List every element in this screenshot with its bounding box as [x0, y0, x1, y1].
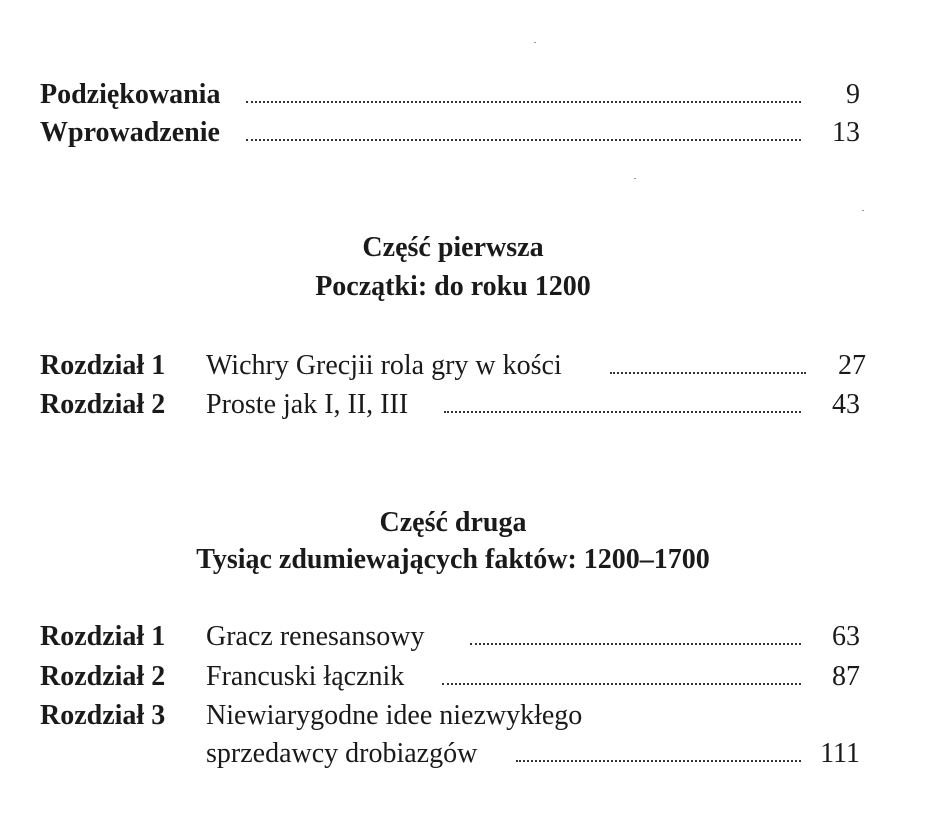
page-number: 13: [832, 117, 860, 148]
scan-speck: [534, 42, 536, 43]
chapter-label: Rozdział 1: [40, 350, 166, 381]
entry-title: Proste jak I, II, III: [206, 389, 409, 420]
page-number: 43: [832, 389, 860, 420]
page-number: 63: [832, 621, 860, 652]
part-two-label: Część druga: [379, 507, 527, 538]
toc-entry-acknowledgements: [0, 77, 932, 113]
chapter-label: Rozdział 2: [40, 389, 166, 420]
dot-leader: [442, 683, 801, 685]
page-number: 87: [832, 661, 860, 692]
entry-title: Francuski łącznik: [206, 661, 405, 692]
part-two-subtitle: Tysiąc zdumiewających faktów: 1200–1700: [196, 544, 710, 575]
scan-speck: [862, 210, 864, 211]
toc-entry-part1-chapter1: [0, 348, 932, 384]
dot-leader: [246, 101, 801, 103]
dot-leader: [516, 760, 801, 762]
toc-entry-introduction: [0, 115, 932, 151]
scan-speck: [634, 178, 636, 179]
toc-entry-part2-chapter1: [0, 619, 932, 655]
toc-entry-part2-chapter3-line2: [0, 736, 932, 772]
toc-entry-part2-chapter3-line1: [0, 698, 932, 734]
dot-leader: [610, 372, 806, 374]
toc-entry-part1-chapter2: [0, 387, 932, 423]
entry-title: Wprowadzenie: [40, 117, 220, 148]
part-one-subtitle: Początki: do roku 1200: [315, 271, 591, 302]
dot-leader: [470, 643, 801, 645]
chapter-label: Rozdział 2: [40, 661, 166, 692]
chapter-label: Rozdział 1: [40, 621, 166, 652]
page-number: 111: [820, 738, 860, 769]
entry-title: Podziękowania: [40, 79, 221, 110]
dot-leader: [444, 411, 801, 413]
entry-title-line2: sprzedawcy drobiazgów: [206, 738, 478, 769]
toc-entry-part2-chapter2: [0, 659, 932, 695]
page-number: 27: [838, 350, 866, 381]
entry-title-line1: Niewiarygodne idee niezwykłego: [206, 700, 583, 731]
part-one-label: Część pierwsza: [362, 232, 544, 263]
chapter-label: Rozdział 3: [40, 700, 166, 731]
page-number: 9: [846, 79, 860, 110]
dot-leader: [246, 139, 801, 141]
entry-title: Gracz renesansowy: [206, 621, 425, 652]
entry-title: Wichry Grecjii rola gry w kości: [206, 350, 562, 381]
